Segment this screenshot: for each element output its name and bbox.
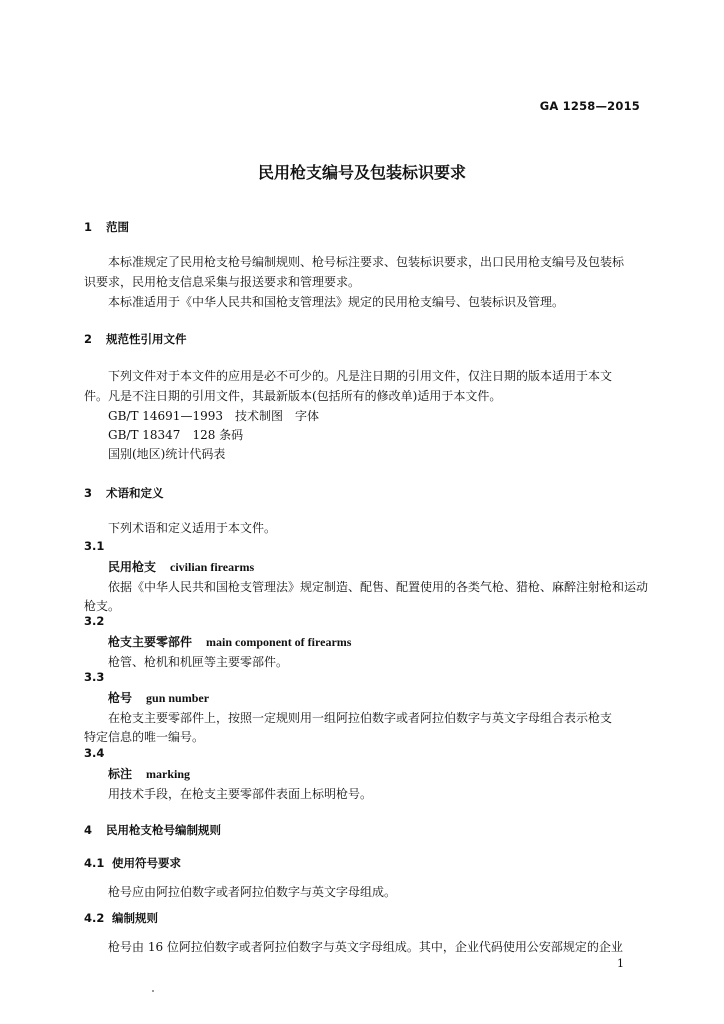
term-entry [108,558,254,575]
term-entry [108,633,351,650]
paragraph-line: 下列术语和定义适用于本文件。 [108,521,277,535]
term-english: civilian firearms [170,560,255,574]
section-number: 2 [84,332,93,346]
definition-line: 枪管、枪机和机匣等主要零部件。 [108,655,289,669]
definition-line: 在枪支主要零部件上，按照一定规则用一组阿拉伯数字或者阿拉伯数字与英文字母组合表示枪支 [108,711,613,725]
term-english: main component of firearms [206,635,352,649]
definition-line: 特定信息的唯一编号。 [84,730,205,744]
definition-line: 枪支。 [84,599,121,613]
term-entry [108,765,190,782]
section-number: 4 [84,823,93,837]
document-title: 民用枪支编号及包装标识要求 [257,163,466,182]
paragraph-line: 枪号应由阿拉伯数字或者阿拉伯数字与英文字母组成。 [108,885,397,899]
paragraph-line: 枪号由 16 位阿拉伯数字或者阿拉伯数字与英文字母组成。其中，企业代码使用公安部规定的企业 [108,940,623,954]
paragraph-line: 本标准适用于《中华人民共和国枪支管理法》规定的民用枪支编号、包装标识及管理。 [108,295,565,309]
paragraph-line: 下列文件对于本文件的应用是必不可少的。凡是注日期的引用文件，仅注日期的版本适用于本文 [108,369,613,383]
section-4-heading [84,822,221,838]
definition-line: 依据《中华人民共和国枪支管理法》规定制造、配售、配置使用的各类气枪、猎枪、麻醉注射枪和运动 [108,580,649,594]
reference-item: GB/T 18347 128 条码 [108,428,244,442]
paragraph-line: 件。凡是不注日期的引用文件，其最新版本(包括所有的修改单)适用于本文件。 [84,389,502,403]
subsection-4-2-heading [84,910,158,926]
term-chinese: 标注 [108,767,133,781]
subsection-title: 使用符号要求 [112,856,181,870]
subsection-number: 4.2 [84,911,105,925]
clause-number: 3.4 [84,746,105,760]
section-1-heading [84,219,129,235]
section-3-heading [84,485,164,501]
term-chinese: 枪支主要零部件 [108,635,193,649]
section-title: 术语和定义 [106,486,164,500]
subsection-4-1-heading [84,855,181,871]
subsection-title: 编制规则 [112,911,158,925]
subsection-number: 4.1 [84,856,105,870]
section-number: 1 [84,220,93,234]
section-number: 3 [84,486,93,500]
term-chinese: 民用枪支 [108,560,157,574]
term-english: marking [146,767,191,781]
paragraph-line: 本标准规定了民用枪支枪号编制规则、枪号标注要求、包装标识要求，出口民用枪支编号及包装标 [108,255,625,269]
term-entry [108,689,209,706]
section-2-heading [84,331,187,347]
term-chinese: 枪号 [108,691,133,705]
reference-item: 国别(地区)统计代码表 [108,447,226,461]
page-number: 1 [617,957,624,970]
definition-line: 用技术手段，在枪支主要零部件表面上标明枪号。 [108,787,373,801]
clause-number: 3.1 [84,539,105,553]
paragraph-line: 识要求，民用枪支信息采集与报送要求和管理要求。 [84,275,361,289]
standard-code: GA 1258—2015 [539,99,640,113]
scan-speck [152,990,154,992]
section-title: 民用枪支枪号编制规则 [106,823,221,837]
term-english: gun number [146,691,210,705]
reference-item: GB/T 14691—1993 技术制图 字体 [108,409,319,423]
section-title: 规范性引用文件 [106,332,187,346]
clause-number: 3.2 [84,614,105,628]
clause-number: 3.3 [84,670,105,684]
section-title: 范围 [106,220,129,234]
